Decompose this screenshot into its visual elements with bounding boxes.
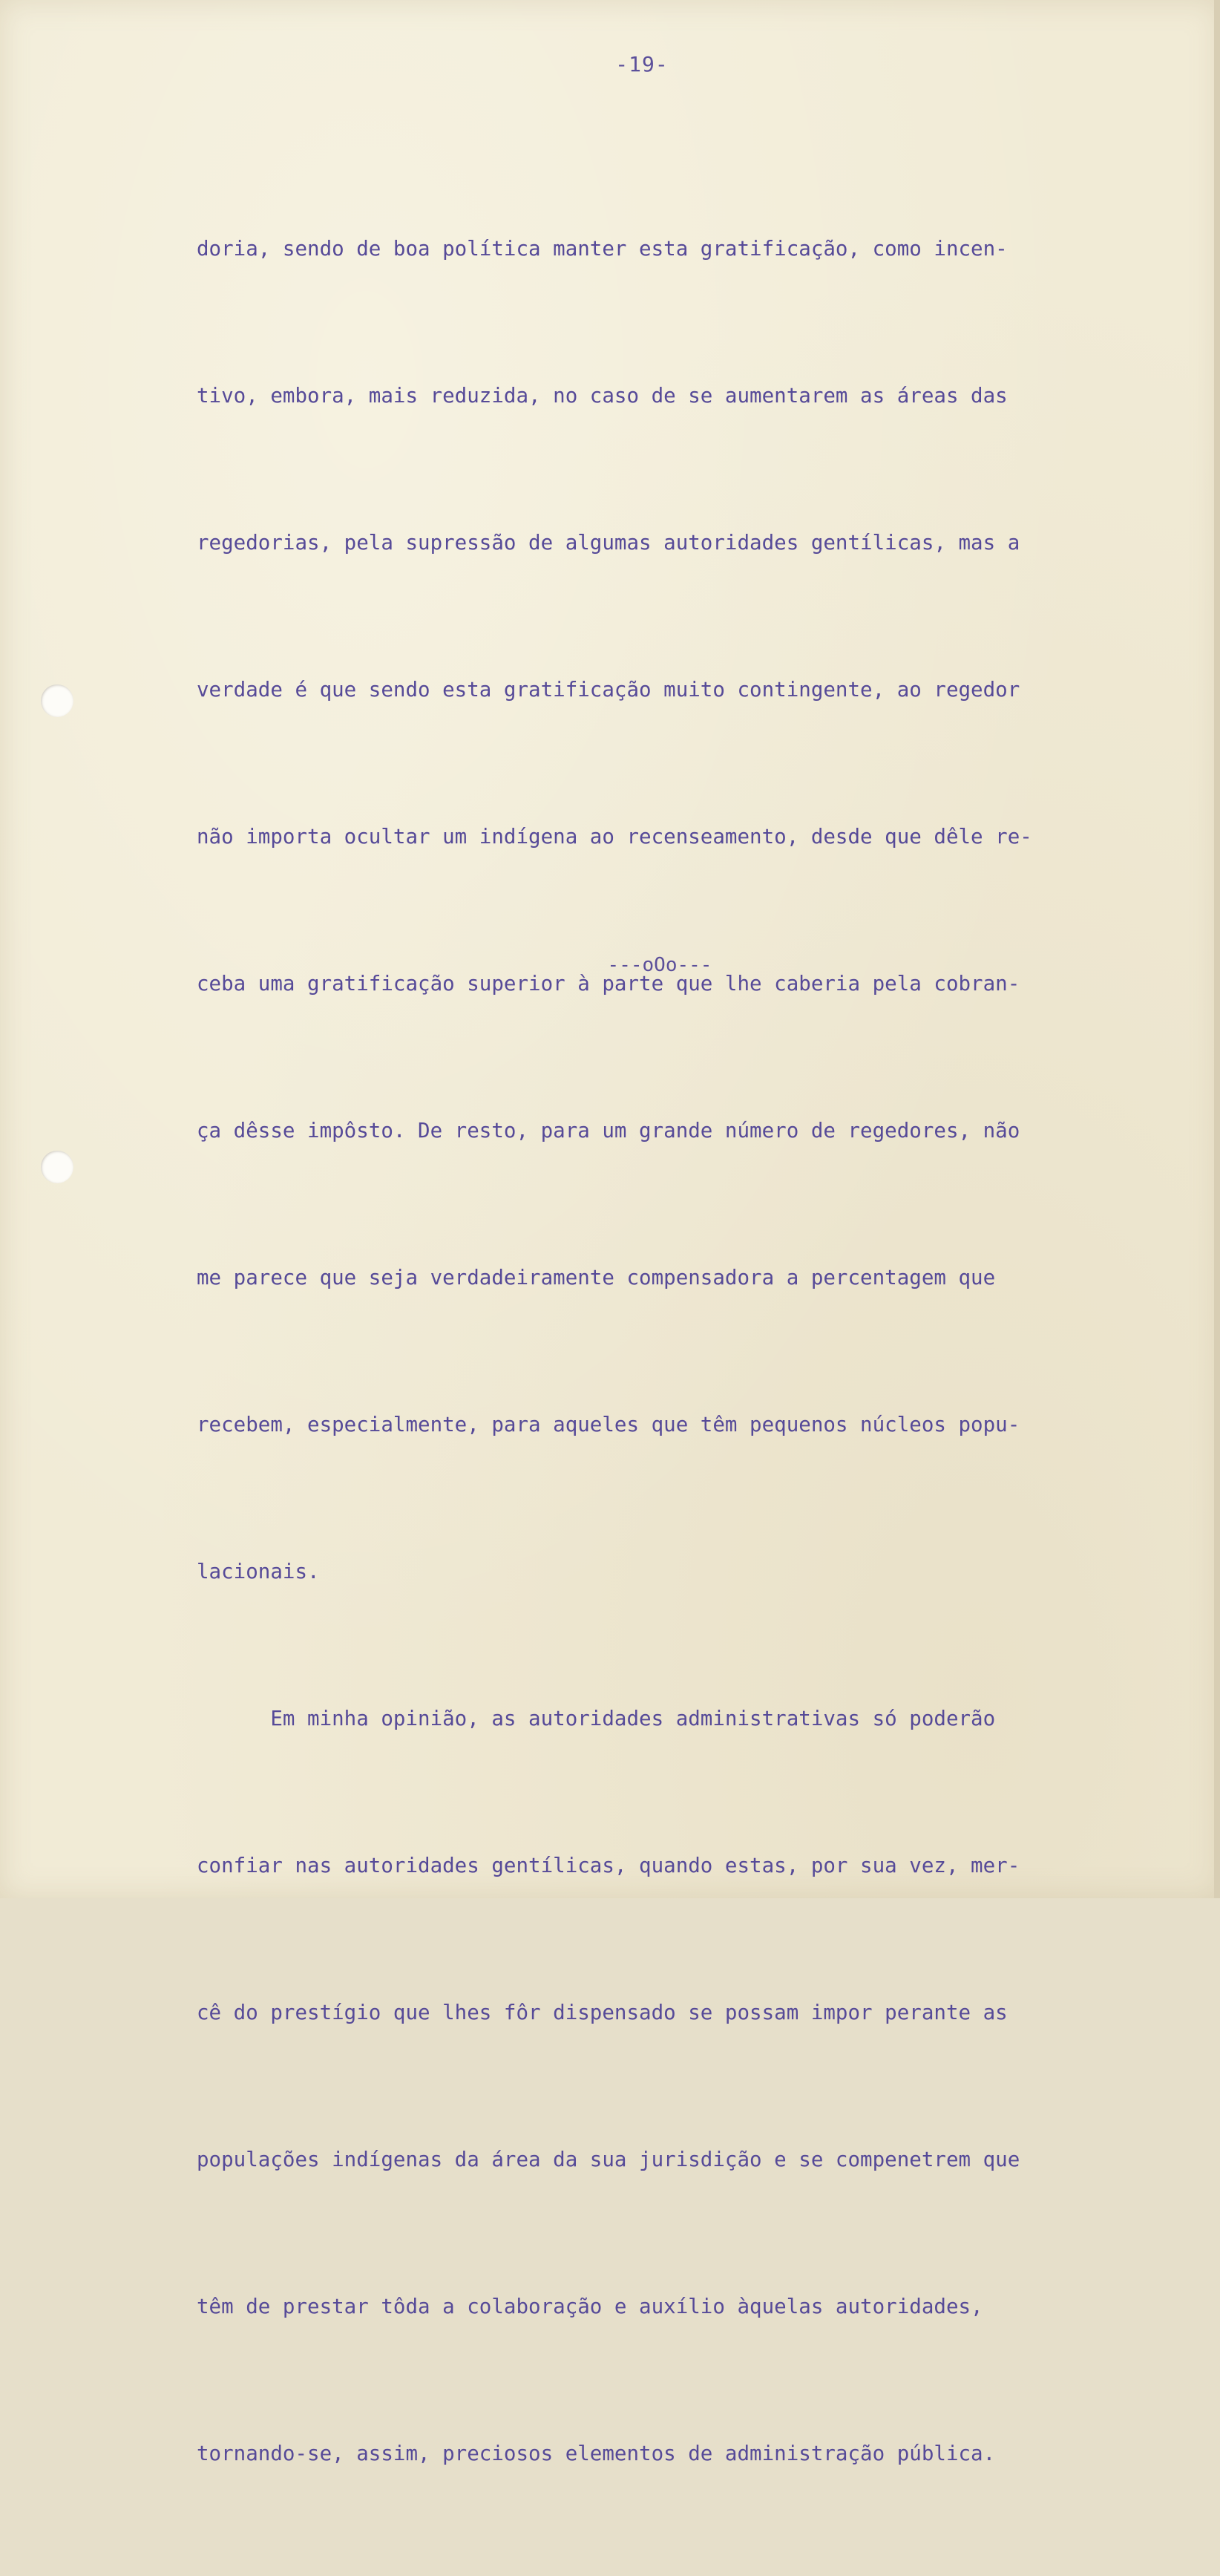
text-line: não importa ocultar um indígena ao recenseamento, desde que dêle re-: [197, 825, 1032, 849]
text-line: verdade é que sendo esta gratificação muito contingente, ao regedor: [197, 678, 1020, 702]
text-line: ça dêsse impôsto. De resto, para um grande número de regedores, não: [197, 1119, 1020, 1142]
section-separator: ---oOo---: [607, 954, 712, 976]
text-line: confiar nas autoridades gentílicas, quando estas, por sua vez, mer-: [197, 1854, 1020, 1877]
text-line: Em minha opinião, as autoridades administrativas só poderão: [197, 1707, 996, 1730]
text-line: recebem, especialmente, para aqueles que têm pequenos núcleos popu-: [197, 1413, 1020, 1436]
page-number: -19-: [615, 52, 669, 76]
text-line: ceba uma gratificação superior à parte que lhe caberia pela cobran-: [197, 972, 1020, 996]
text-line: populações indígenas da área da sua jurisdição e se compenetrem que: [197, 2148, 1020, 2171]
body-text: [197, 126, 1198, 2576]
text-line: doria, sendo de boa política manter esta gratificação, como incen-: [197, 237, 1008, 261]
text-line: regedorias, pela supressão de algumas autoridades gentílicas, mas a: [197, 531, 1020, 555]
punch-hole-top: [41, 684, 73, 717]
text-line: tornando-se, assim, preciosos elementos de administração pública.: [197, 2442, 996, 2465]
text-line: têm de prestar tôda a colaboração e auxílio àquelas autoridades,: [197, 2295, 983, 2318]
punch-hole-bottom: [41, 1151, 73, 1183]
text-line: tivo, embora, mais reduzida, no caso de se aumentarem as áreas das: [197, 384, 1008, 408]
text-line: cê do prestígio que lhes fôr dispensado se possam impor perante as: [197, 2001, 1008, 2024]
paper-edge: [1214, 0, 1220, 1898]
text-line: lacionais.: [197, 1560, 320, 1583]
text-line: me parece que seja verdadeiramente compensadora a percentagem que: [197, 1266, 996, 1289]
